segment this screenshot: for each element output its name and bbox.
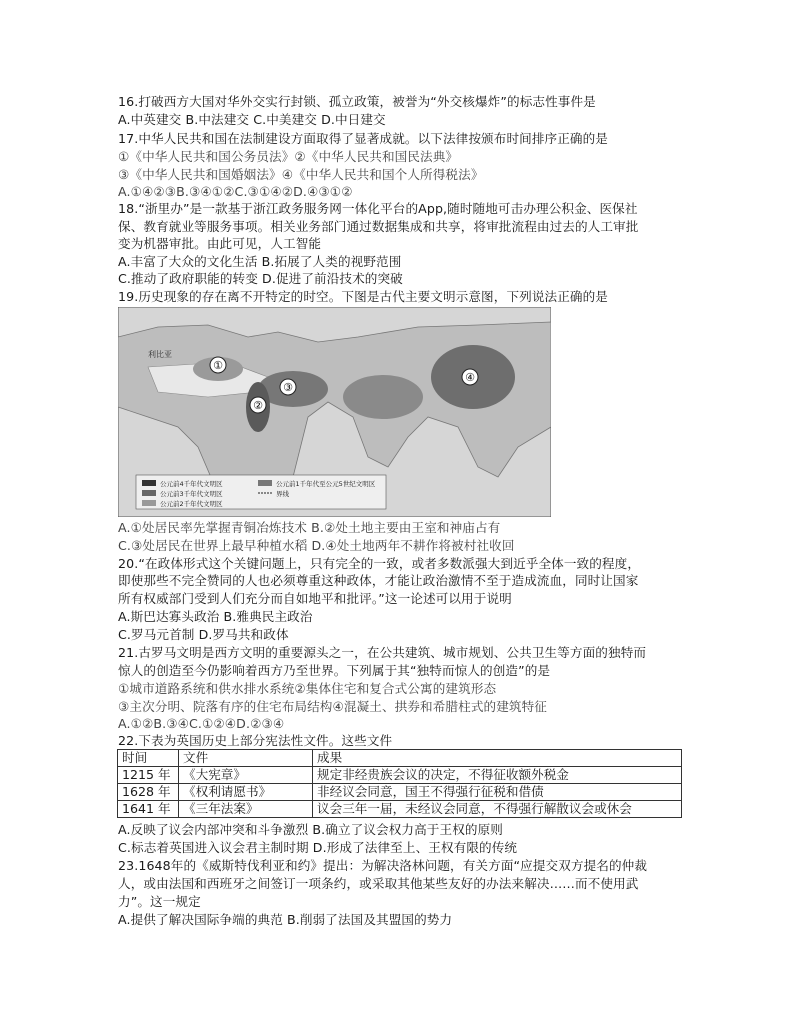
q18-stem-3: 变为机器审批。由此可见，人工智能 — [118, 236, 322, 251]
q20-stem-3: 所有权威部门受到人们充分而自如地平和批评。”这一论述可以用于说明 — [118, 591, 512, 606]
q22-options-2: C.标志着英国进入议会君主制时期 D.形成了法律至上、王权有限的传统 — [118, 840, 518, 855]
q23-options-1: A.提供了解决国际争端的典范 B.削弱了法国及其盟国的势力 — [118, 912, 453, 927]
q16-stem: 16.打破西方大国对华外交实行封锁、孤立政策，被誉为“外交核爆炸”的标志性事件是 — [118, 94, 596, 109]
map-legend-2: 公元前3千年代文明区 — [160, 490, 223, 498]
q18-options-1: A.丰富了大众的文化生活 B.拓展了人类的视野范围 — [118, 254, 402, 269]
table-row — [118, 767, 682, 784]
table-cell: 《大宪章》 — [179, 767, 313, 784]
table-header-cell: 时间 — [118, 750, 179, 767]
q19-options-1: A.①处居民率先掌握青铜冶炼技术 B.②处土地主要由王室和神庙占有 — [118, 520, 501, 535]
q21-stem-2: 惊人的创造至今仍影响着西方乃至世界。下列属于其“独特而惊人的创造”的是 — [118, 663, 551, 678]
q21-options: A.①②B.③④C.①②④D.②③④ — [118, 716, 285, 731]
map-marker-4: ④ — [465, 371, 475, 384]
q16-options: A.中英建交 B.中法建交 C.中美建交 D.中日建交 — [118, 112, 386, 127]
q22-options-1: A.反映了议会内部冲突和斗争激烈 B.确立了议会权力高于王权的原则 — [118, 822, 503, 837]
table-cell: 1628 年 — [118, 784, 179, 801]
q21-item-a: ①城市道路系统和供水排水系统②集体住宅和复合式公寓的建筑形态 — [118, 681, 497, 696]
q19-stem: 19.历史现象的存在离不开特定的时空。下图是古代主要文明示意图，下列说法正确的是 — [118, 289, 608, 304]
q23-stem-2: 人，或由法国和西班牙之间签订一项条约，或采取其他某些友好的办法来解决……而不使用武 — [118, 876, 639, 891]
q22-stem: 22.下表为英国历史上部分宪法性文件。这些文件 — [118, 733, 393, 748]
q23-stem-3: 力”。这一规定 — [118, 894, 201, 909]
table-row — [118, 801, 682, 818]
map-legend-1: 公元前4千年代文明区 — [160, 480, 223, 488]
constitutional-documents-table — [117, 749, 682, 818]
q18-options-2: C.推动了政府职能的转变 D.促进了前沿技术的突破 — [118, 271, 403, 286]
table-cell: 非经议会同意，国王不得强行征税和借债 — [313, 784, 682, 801]
table-header-cell: 文件 — [179, 750, 313, 767]
q21-stem-1: 21.古罗马文明是西方文明的重要源头之一，在公共建筑、城市规划、公共卫生等方面的独特而 — [118, 645, 647, 660]
map-legend-4: 公元前1千年代至公元5世纪文明区 — [276, 480, 376, 488]
q17-item-b: ③《中华人民共和国婚姻法》④《中华人民共和国个人所得税法》 — [118, 167, 484, 182]
q20-options-2: C.罗马元首制 D.罗马共和政体 — [118, 627, 289, 642]
table-cell: 《权利请愿书》 — [179, 784, 313, 801]
q19-options-2: C.③处居民在世界上最早种植水稻 D.④处土地两年不耕作将被村社收回 — [118, 538, 515, 553]
table-cell: 1641 年 — [118, 801, 179, 818]
q23-stem-1: 23.1648年的《威斯特伐利亚和约》提出：为解决洛林问题，有关方面“应提交双方提名的仲裁 — [118, 858, 648, 873]
q17-stem: 17.中华人民共和国在法制建设方面取得了显著成就。以下法律按颁布时间排序正确的是 — [118, 131, 608, 146]
q17-options: A.①④②③B.③④①②C.③①④②D.④③①② — [118, 184, 353, 199]
q17-item-a: ①《中华人民共和国公务员法》②《中华人民共和国民法典》 — [118, 149, 459, 164]
map-legend-5: 界线 — [276, 490, 289, 498]
q20-options-1: A.斯巴达寡头政治 B.雅典民主政治 — [118, 609, 313, 624]
q18-stem-1: 18.“浙里办”是一款基于浙江政务服务网一体化平台的App,随时随地可击办理公积金、医保社 — [118, 201, 638, 216]
map-legend-3: 公元前2千年代文明区 — [160, 500, 223, 508]
ancient-civilizations-map — [118, 307, 551, 517]
table-cell: 规定非经贵族会议的决定，不得征收额外税金 — [313, 767, 682, 784]
q21-item-b: ③主次分明、院落有序的住宅布局结构④混凝土、拱券和希腊柱式的建筑特征 — [118, 699, 547, 714]
map-marker-3: ③ — [283, 381, 293, 394]
q20-stem-2: 即使那些不完全赞同的人也必须尊重这种政体，才能让政治激情不至于造成流血，同时让国家 — [118, 573, 639, 588]
q20-stem-1: 20.“在政体形式这个关键问题上，只有完全的一致，或者多数派强大到近乎全体一致的程度， — [118, 556, 641, 571]
table-cell: 1215 年 — [118, 767, 179, 784]
table-cell: 议会三年一届，未经议会同意，不得强行解散议会或休会 — [313, 801, 682, 818]
table-row — [118, 784, 682, 801]
table-cell: 《三年法案》 — [179, 801, 313, 818]
map-label-sea: 利比亚 — [148, 350, 172, 359]
map-zone-india — [343, 375, 423, 419]
table-header-cell: 成果 — [313, 750, 682, 767]
map-marker-1: ① — [213, 359, 223, 372]
map-marker-2: ② — [253, 399, 263, 412]
table-header-row — [118, 750, 682, 767]
q18-stem-2: 保、教育就业等服务事项。相关业务部门通过数据集成和共享，将审批流程由过去的人工审批 — [118, 219, 639, 234]
